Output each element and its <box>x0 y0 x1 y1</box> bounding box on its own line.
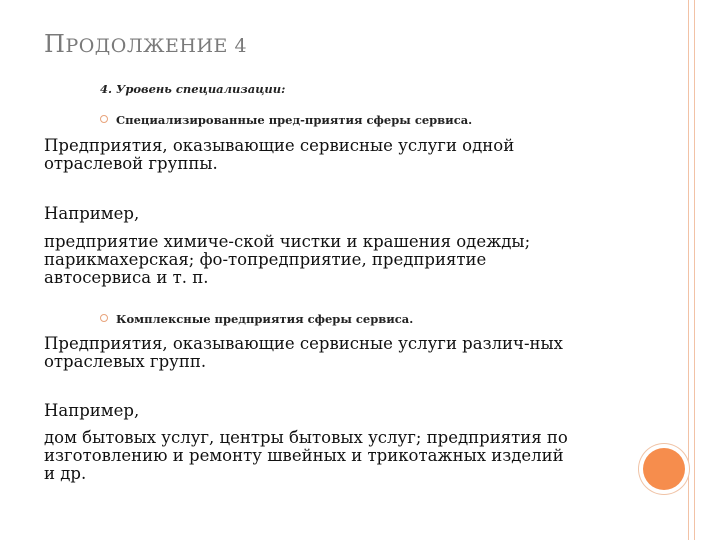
text-line: парикмахерская; фо-топредприятие, предприятие <box>44 250 487 269</box>
text-line: Например, <box>44 204 140 223</box>
title-initial: П <box>44 30 66 58</box>
slide-title <box>44 30 247 58</box>
text-line: дом бытовых услуг, центры бытовых услуг; предприятия по <box>44 428 568 447</box>
paragraph-complex-definition <box>44 335 644 371</box>
paragraph-specialized-examples <box>44 233 644 287</box>
decorative-rails <box>688 0 696 540</box>
text-line: отраслевых групп. <box>44 352 207 371</box>
text-line: отраслевой группы. <box>44 154 218 173</box>
accent-circle <box>643 448 685 490</box>
text-line: изготовлению и ремонту швейных и трикотажных изделий <box>44 446 564 465</box>
paragraph-example-label <box>44 205 644 223</box>
bullet-specialized <box>100 113 472 127</box>
text-line: автосервиса и т. п. <box>44 268 209 287</box>
text-line: Например, <box>44 401 140 420</box>
paragraph-example-label-2 <box>44 402 644 420</box>
text-line: Предприятия, оказывающие сервисные услуги различ-ных <box>44 334 563 353</box>
title-rest: РОДОЛЖЕНИЕ 4 <box>65 35 248 57</box>
subheading: 4. Уровень специализации: <box>100 82 286 96</box>
rail-line-right <box>694 0 695 540</box>
bullet-complex <box>100 312 413 326</box>
text-line: предприятие химиче-ской чистки и крашения одежды; <box>44 232 531 251</box>
bullet-ring-icon <box>100 314 108 322</box>
bullet-ring-icon <box>100 115 108 123</box>
bullet-complex-text: Комплексные предприятия сферы сервиса. <box>116 312 414 326</box>
text-line: Предприятия, оказывающие сервисные услуги одной <box>44 136 515 155</box>
paragraph-specialized-definition <box>44 137 644 173</box>
rail-line-left <box>688 0 689 540</box>
text-line: и др. <box>44 464 87 483</box>
paragraph-complex-examples <box>44 429 644 483</box>
bullet-specialized-text: Специализированные пред-приятия сферы сервиса. <box>116 113 473 127</box>
